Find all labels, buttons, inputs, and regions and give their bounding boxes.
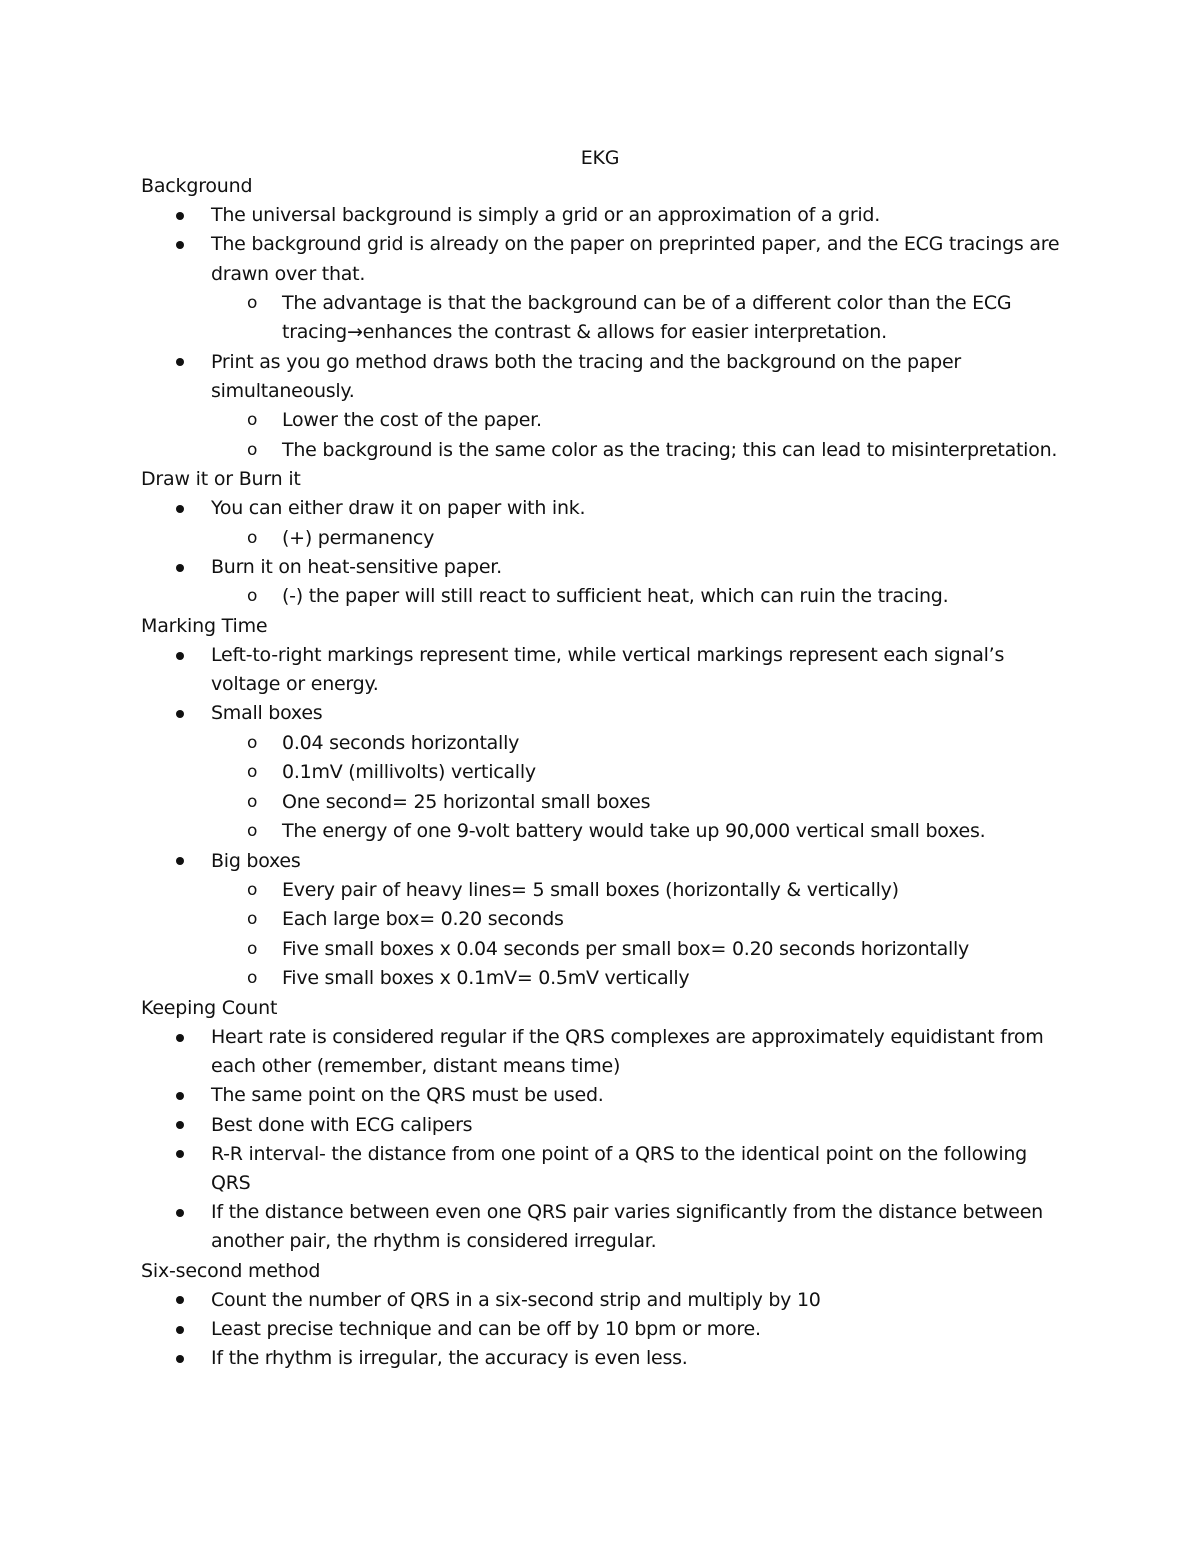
sub-bullet-item bbox=[211, 876, 1071, 906]
sub-bullet-item bbox=[211, 729, 1071, 759]
bullet-dot-icon bbox=[176, 1326, 184, 1334]
sub-bullet-list bbox=[211, 289, 1071, 348]
hollow-circle-bullet-icon: o bbox=[247, 410, 258, 431]
bullet-dot-icon bbox=[176, 1121, 184, 1129]
sub-bullet-list bbox=[211, 524, 1071, 554]
hollow-circle-bullet-icon: o bbox=[247, 791, 258, 812]
bullet-dot-icon bbox=[176, 241, 184, 249]
bullet-dot-icon bbox=[176, 1209, 184, 1217]
sub-bullet-text: 0.1mV (millivolts) vertically bbox=[282, 761, 536, 784]
bullet-dot-icon bbox=[176, 212, 184, 220]
section-heading: Six-second method bbox=[141, 1259, 321, 1282]
hollow-circle-bullet-icon: o bbox=[247, 292, 258, 313]
section-heading: Keeping Count bbox=[141, 996, 278, 1019]
bullet-dot-icon bbox=[176, 1150, 184, 1158]
bullet-text: If the distance between even one QRS pair varies significantly from the distance between another pair, the rhythm is considered irregular. bbox=[211, 1201, 1043, 1253]
sub-bullet-text: The advantage is that the background can be of a different color than the ECG tracing→enhances the contrast & allows for easier interpretation. bbox=[282, 291, 1012, 344]
sub-bullet-text: Five small boxes x 0.1mV= 0.5mV vertically bbox=[282, 967, 690, 990]
bullet-list bbox=[141, 201, 1071, 465]
sub-bullet-item bbox=[211, 964, 1071, 994]
hollow-circle-bullet-icon: o bbox=[247, 586, 258, 607]
bullet-item bbox=[141, 1023, 1071, 1081]
sub-bullet-list bbox=[211, 876, 1071, 994]
bullet-item bbox=[141, 201, 1071, 230]
sub-bullet-item bbox=[211, 905, 1071, 935]
bullet-text: You can either draw it on paper with ink. bbox=[211, 497, 586, 520]
bullet-text: Burn it on heat-sensitive paper. bbox=[211, 556, 502, 579]
bullet-list bbox=[141, 641, 1071, 994]
bullet-item bbox=[141, 348, 1071, 465]
sub-bullet-list bbox=[211, 406, 1071, 465]
sub-bullet-text: Lower the cost of the paper. bbox=[282, 409, 542, 432]
hollow-circle-bullet-icon: o bbox=[247, 938, 258, 959]
bullet-text: Print as you go method draws both the tracing and the background on the paper simultaneously. bbox=[211, 350, 961, 403]
sub-bullet-item bbox=[211, 788, 1071, 818]
hollow-circle-bullet-icon: o bbox=[247, 879, 258, 900]
bullet-list bbox=[141, 1023, 1071, 1257]
bullet-text: R-R interval- the distance from one point of a QRS to the identical point on the following QRS bbox=[211, 1142, 1027, 1195]
sub-bullet-text: Five small boxes x 0.04 seconds per small box= 0.20 seconds horizontally bbox=[282, 937, 970, 960]
bullet-item bbox=[141, 1198, 1071, 1256]
bullet-text: The background grid is already on the paper on preprinted paper, and the ECG tracings are drawn over that. bbox=[211, 233, 1060, 285]
bullet-item bbox=[141, 1315, 1071, 1344]
sub-bullet-item bbox=[211, 758, 1071, 788]
bullet-dot-icon bbox=[176, 1296, 184, 1304]
sub-bullet-text: The energy of one 9-volt battery would take up 90,000 vertical small boxes. bbox=[282, 820, 986, 843]
bullet-dot-icon bbox=[176, 857, 184, 865]
hollow-circle-bullet-icon: o bbox=[247, 732, 258, 753]
bullet-text: Left-to-right markings represent time, while vertical markings represent each signal’s voltage or energy. bbox=[211, 644, 1005, 696]
bullet-list bbox=[141, 494, 1071, 611]
sub-bullet-item bbox=[211, 289, 1071, 348]
sub-bullet-item bbox=[211, 436, 1071, 466]
bullet-dot-icon bbox=[176, 358, 184, 366]
bullet-dot-icon bbox=[176, 1092, 184, 1100]
sub-bullet-item bbox=[211, 406, 1071, 436]
bullet-dot-icon bbox=[176, 710, 184, 718]
document-title: EKG bbox=[580, 147, 620, 169]
bullet-item bbox=[141, 1286, 1071, 1315]
bullet-text: Least precise technique and can be off by 10 bpm or more. bbox=[211, 1318, 761, 1341]
hollow-circle-bullet-icon: o bbox=[247, 821, 258, 842]
bullet-dot-icon bbox=[176, 564, 184, 572]
sub-bullet-item bbox=[211, 524, 1071, 554]
sub-bullet-text: Each large box= 0.20 seconds bbox=[282, 908, 564, 931]
bullet-item bbox=[141, 1344, 1071, 1373]
bullet-dot-icon bbox=[176, 652, 184, 660]
bullet-item bbox=[141, 699, 1071, 846]
bullet-dot-icon bbox=[176, 1355, 184, 1363]
bullet-item bbox=[141, 1081, 1071, 1110]
bullet-dot-icon bbox=[176, 505, 184, 513]
sub-bullet-text: The background is the same color as the tracing; this can lead to misinterpretation. bbox=[282, 438, 1058, 461]
section-heading: Background bbox=[141, 175, 253, 197]
sub-bullet-item bbox=[211, 817, 1071, 847]
sub-bullet-text: One second= 25 horizontal small boxes bbox=[282, 790, 651, 813]
sub-bullet-item bbox=[211, 582, 1071, 612]
hollow-circle-bullet-icon: o bbox=[247, 968, 258, 989]
bullet-text: Best done with ECG calipers bbox=[211, 1113, 473, 1136]
sub-bullet-text: Every pair of heavy lines= 5 small boxes (horizontally & vertically) bbox=[282, 878, 899, 901]
sub-bullet-text: (-) the paper will still react to sufficient heat, which can ruin the tracing. bbox=[282, 585, 949, 608]
bullet-item bbox=[141, 494, 1071, 553]
section-heading: Draw it or Burn it bbox=[141, 468, 301, 491]
sub-bullet-text: (+) permanency bbox=[282, 526, 435, 549]
bullet-item bbox=[141, 1140, 1071, 1198]
bullet-item bbox=[141, 230, 1071, 347]
bullet-text: The same point on the QRS must be used. bbox=[211, 1084, 604, 1107]
bullet-text: If the rhythm is irregular, the accuracy is even less. bbox=[211, 1347, 688, 1370]
bullet-text: Big boxes bbox=[211, 849, 301, 872]
sub-bullet-list bbox=[211, 582, 1071, 612]
bullet-text: The universal background is simply a grid or an approximation of a grid. bbox=[211, 204, 881, 227]
hollow-circle-bullet-icon: o bbox=[247, 762, 258, 783]
sub-bullet-list bbox=[211, 729, 1071, 847]
section-heading: Marking Time bbox=[141, 614, 268, 637]
bullet-item bbox=[141, 847, 1071, 994]
bullet-text: Heart rate is considered regular if the QRS complexes are approximately equidistant from each other (remember, distant means time) bbox=[211, 1026, 1044, 1078]
bullet-text: Count the number of QRS in a six-second strip and multiply by 10 bbox=[211, 1288, 821, 1311]
bullet-list bbox=[141, 1286, 1071, 1374]
document-body bbox=[141, 172, 1071, 1373]
hollow-circle-bullet-icon: o bbox=[247, 439, 258, 460]
hollow-circle-bullet-icon: o bbox=[247, 527, 258, 548]
sub-bullet-item bbox=[211, 935, 1071, 965]
bullet-item bbox=[141, 1111, 1071, 1140]
bullet-item bbox=[141, 641, 1071, 699]
hollow-circle-bullet-icon: o bbox=[247, 909, 258, 930]
bullet-item bbox=[141, 553, 1071, 612]
bullet-text: Small boxes bbox=[211, 702, 323, 725]
sub-bullet-text: 0.04 seconds horizontally bbox=[282, 731, 520, 754]
bullet-dot-icon bbox=[176, 1034, 184, 1042]
